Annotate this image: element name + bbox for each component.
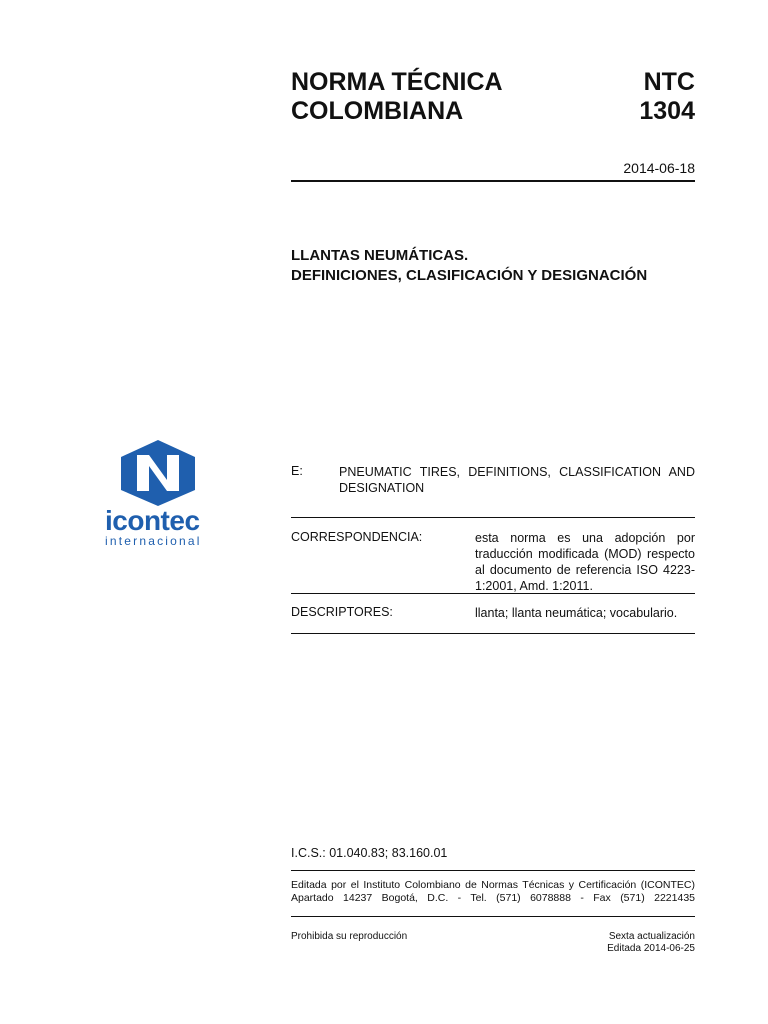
descriptors-value: llanta; llanta neumática; vocabulario. — [475, 606, 678, 620]
edition-info — [540, 931, 695, 955]
divider-correspondence — [291, 593, 695, 594]
descriptors-label: DESCRIPTORES: — [291, 605, 393, 619]
header-divider — [291, 180, 695, 182]
english-label: E: — [291, 464, 303, 478]
standard-title-line1: NORMA TÉCNICA — [291, 68, 503, 96]
publisher-line1: Editada por el Instituto Colombiano de Normas Técnicas y Certificación (ICONTEC) — [291, 879, 695, 891]
standard-title — [291, 68, 503, 126]
standard-code — [600, 68, 695, 126]
document-title — [291, 246, 647, 286]
standard-code-line1: NTC — [643, 68, 695, 96]
logo-wordmark: icontec — [105, 505, 200, 536]
icontec-logo — [121, 440, 195, 506]
reproduction-notice: Prohibida su reproducción — [291, 931, 408, 942]
edition-update: Sexta actualización — [608, 931, 695, 942]
publication-date: 2014-06-18 — [623, 160, 695, 176]
standard-code-line2: 1304 — [639, 97, 695, 125]
english-title: PNEUMATIC TIRES, DEFINITIONS, CLASSIFICATION AND DESIGNATION — [339, 465, 695, 495]
correspondence-label: CORRESPONDENCIA: — [291, 530, 423, 544]
publisher-info — [291, 879, 695, 905]
correspondence-value: esta norma es una adopción por traducción modificada (MOD) respecto al documento de referencia ISO 4223-1:2001, Amd. 1:2011. — [475, 531, 695, 593]
ics-codes: I.C.S.: 01.040.83; 83.160.01 — [291, 846, 448, 860]
publisher-line2: Apartado 14237 Bogotá, D.C. - Tel. (571) 6078888 - Fax (571) 2221435 — [291, 892, 695, 904]
divider-english — [291, 517, 695, 518]
icontec-n-logo-icon — [121, 440, 195, 506]
standard-title-line2: COLOMBIANA — [291, 97, 464, 125]
divider-ics — [291, 870, 695, 871]
divider-descriptors — [291, 633, 695, 634]
document-title-line2: DEFINICIONES, CLASIFICACIÓN Y DESIGNACIÓN — [291, 267, 648, 284]
document-title-line1: LLANTAS NEUMÁTICAS. — [291, 247, 469, 264]
logo-subtitle: internacional — [105, 534, 202, 548]
divider-publisher — [291, 916, 695, 917]
edition-date: Editada 2014-06-25 — [607, 943, 695, 954]
